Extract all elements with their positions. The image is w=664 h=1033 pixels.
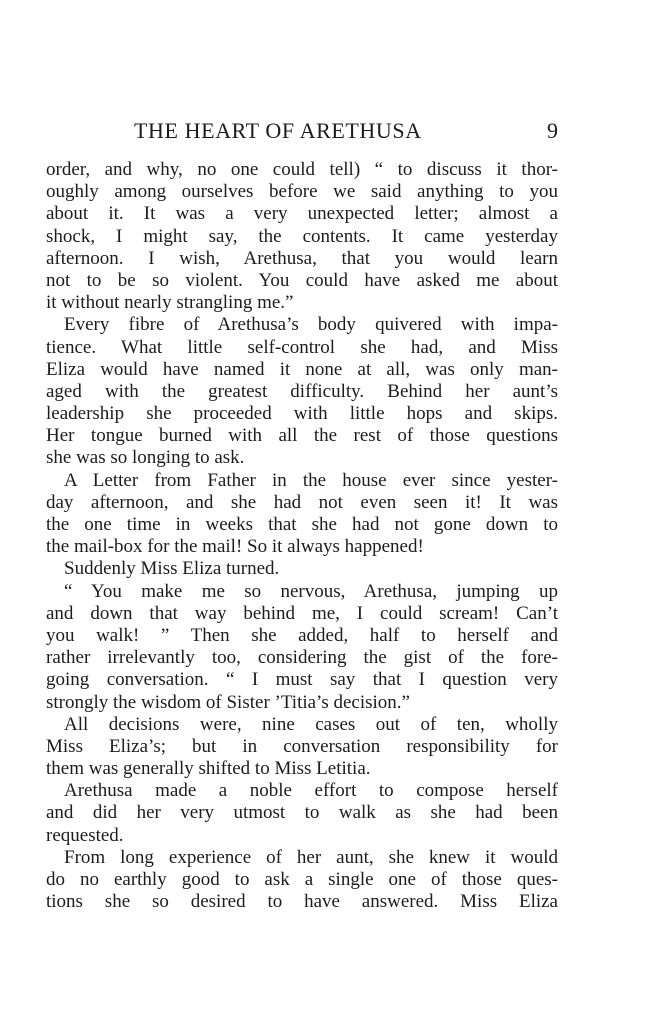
text-line: afternoon. I wish, Arethusa, that you would learn: [46, 247, 558, 269]
text-line: From long experience of her aunt, she knew it would: [64, 846, 558, 868]
text-line: you walk! ” Then she added, half to herself and: [46, 624, 558, 646]
text-line: All decisions were, nine cases out of ten, wholly: [64, 713, 558, 735]
text-line: the one time in weeks that she had not gone down to: [46, 514, 558, 535]
text-line: day afternoon, and she had not even seen it! It was: [46, 491, 558, 513]
page-number: 9: [547, 118, 558, 143]
text-line: not to be so violent. You could have asked me about: [46, 269, 558, 291]
text-line: Eliza would have named it none at all, was only man-: [46, 358, 558, 380]
text-line: Arethusa made a noble effort to compose herself: [64, 780, 558, 802]
text-line: tience. What little self-control she had, and Miss: [46, 336, 558, 358]
text-line: “ You make me so nervous, Arethusa, jumping up: [64, 580, 558, 602]
text-line: do no earthly good to ask a single one of those ques-: [46, 869, 558, 890]
text-line: Miss Eliza’s; but in conversation responsibility for: [46, 735, 558, 757]
text-line: oughly among ourselves before we said anything to you: [46, 181, 558, 203]
text-line: the mail-box for the mail! So it always happened!: [46, 536, 424, 558]
text-line: them was generally shifted to Miss Letitia.: [46, 758, 371, 780]
text-line: A Letter from Father in the house ever since yester-: [64, 469, 558, 491]
text-line: going conversation. “ I must say that I question very: [46, 669, 558, 691]
page-header: [46, 118, 558, 144]
text-line: strongly the wisdom of Sister ’Titia’s decision.”: [46, 691, 410, 713]
text-line: Suddenly Miss Eliza turned.: [64, 558, 280, 580]
text-line: requested.: [46, 824, 124, 846]
text-line: order, and why, no one could tell) “ to discuss it thor-: [46, 159, 558, 180]
text-line: Her tongue burned with all the rest of those questions: [46, 425, 558, 447]
text-line: shock, I might say, the contents. It came yesterday: [46, 225, 558, 247]
text-line: and down that way behind me, I could scream! Can’t: [46, 602, 558, 624]
body-text: [46, 159, 558, 913]
text-line: leadership she proceeded with little hops and skips.: [46, 403, 558, 425]
text-line: rather irrelevantly too, considering the gist of the fore-: [46, 647, 558, 669]
text-line: tions she so desired to have answered. Miss Eliza: [46, 891, 558, 913]
running-title: THE HEART OF ARETHUSA: [134, 118, 422, 143]
text-line: she was so longing to ask.: [46, 447, 245, 469]
text-line: about it. It was a very unexpected letter; almost a: [46, 203, 558, 225]
text-line: aged with the greatest difficulty. Behind her aunt’s: [46, 380, 558, 402]
text-line: Every fibre of Arethusa’s body quivered with impa-: [64, 314, 558, 336]
text-line: and did her very utmost to walk as she had been: [46, 802, 558, 824]
text-line: it without nearly strangling me.”: [46, 292, 294, 314]
